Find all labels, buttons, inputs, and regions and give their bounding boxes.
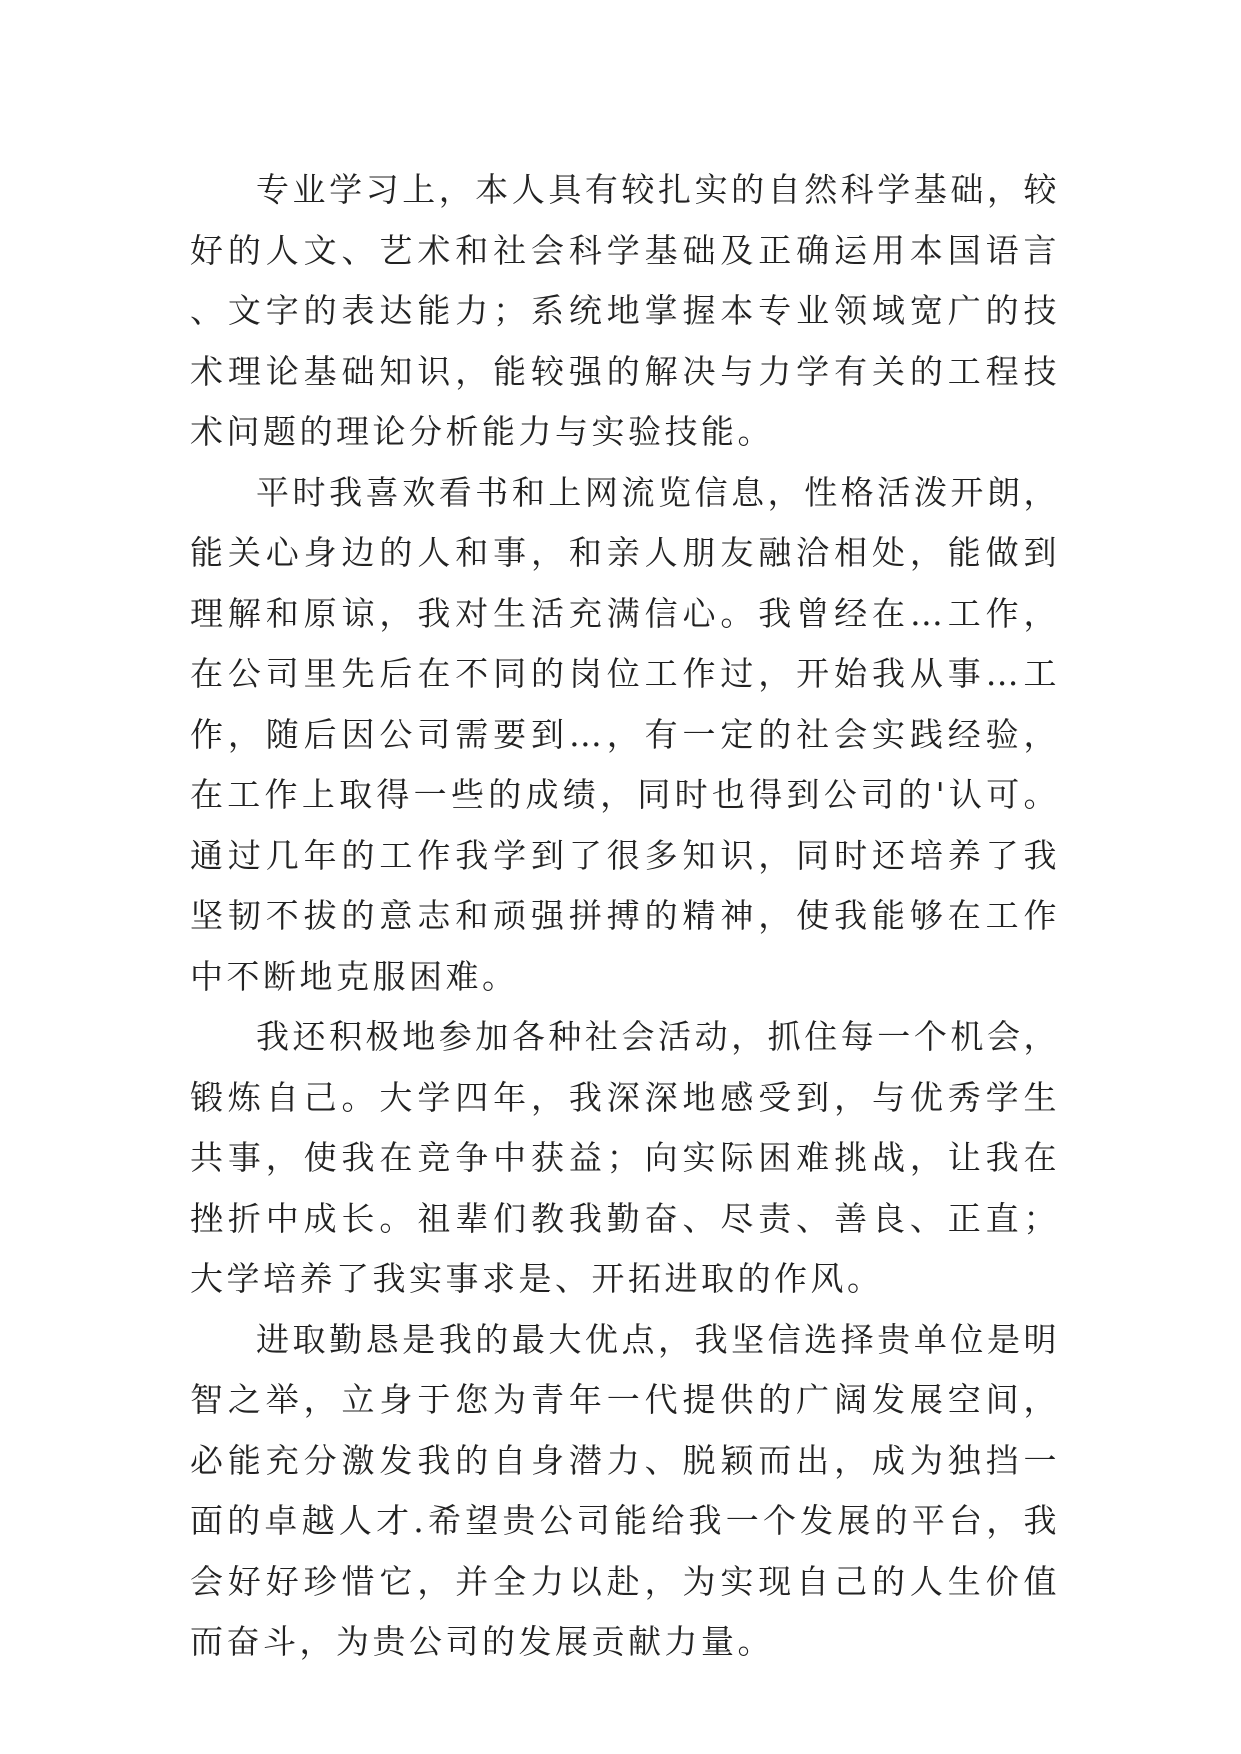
paragraph-closing: 进取勤恳是我的最大优点，我坚信选择贵单位是明智之举，立身于您为青年一代提供的广阔发展空间，必能充分激发我的自身潜力、脱颖而出，成为独挡一面的卓越人才.希望贵公司能给我一个发展的平台，我会好好珍惜它，并全力以赴，为实现自己的人生价值而奋斗，为贵公司的发展贡献力量。	[190, 1319, 1060, 1661]
paragraph-professional-study: 专业学习上，本人具有较扎实的自然科学基础，较好的人文、艺术和社会科学基础及正确运用本国语言、文字的表达能力；系统地掌握本专业领域宽广的技术理论基础知识，能较强的解决与力学有关的工程技术问题的理论分析能力与实验技能。	[190, 170, 1060, 451]
document-body	[190, 160, 1060, 1673]
paragraph-personality-work: 平时我喜欢看书和上网流览信息，性格活泼开朗，能关心身边的人和事，和亲人朋友融洽相处，能做到理解和原谅，我对生活充满信心。我曾经在…工作，在公司里先后在不同的岗位工作过，开始我从事…工作，随后因公司需要到…，有一定的社会实践经验，在工作上取得一些的成绩，同时也得到公司的'认可。通过几年的工作我学到了很多知识，同时还培养了我坚韧不拔的意志和顽强拼搏的精神，使我能够在工作中不断地克服困难。	[190, 472, 1060, 996]
paragraph-social-activities: 我还积极地参加各种社会活动，抓住每一个机会，锻炼自己。大学四年，我深深地感受到，与优秀学生共事，使我在竞争中获益；向实际困难挑战，让我在挫折中成长。祖辈们教我勤奋、尽责、善良、正直；大学培养了我实事求是、开拓进取的作风。	[190, 1017, 1060, 1298]
